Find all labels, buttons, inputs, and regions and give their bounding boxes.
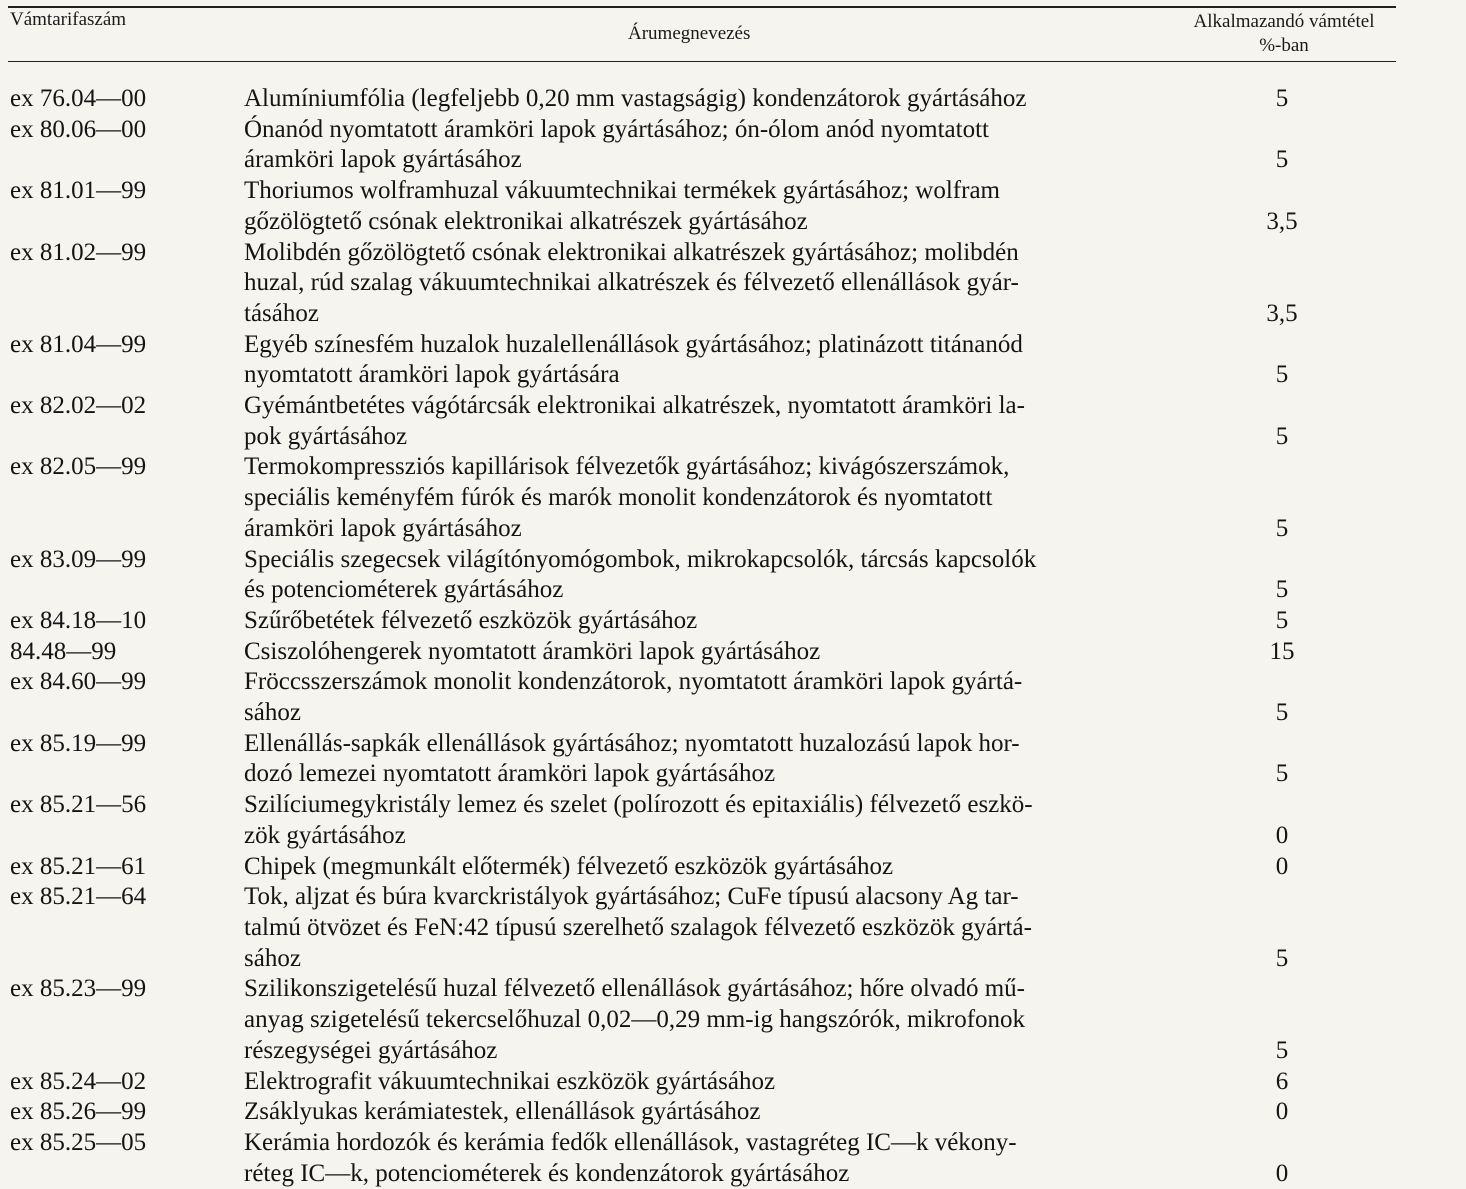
table-row <box>0 790 1466 851</box>
product-description <box>244 330 1162 391</box>
description-line: Elektrografit vákuumtechnikai eszközök gyártásához <box>244 1067 776 1095</box>
tariff-code: ex 81.02—99 <box>10 238 147 266</box>
header-duty-rate-line1: Alkalmazandó vámtétel <box>1193 11 1375 32</box>
product-description <box>244 790 1162 851</box>
description-line: Zsáklyukas kerámiatestek, ellenállások gyártásához <box>244 1098 761 1126</box>
tariff-code: ex 85.26—99 <box>10 1098 147 1126</box>
product-description <box>244 606 1162 637</box>
tariff-code: ex 80.06—00 <box>10 115 147 143</box>
table-row <box>0 1097 1466 1128</box>
tariff-code: ex 85.24—02 <box>10 1067 147 1095</box>
duty-rate-value: 5 <box>1275 85 1289 112</box>
product-description <box>244 238 1162 330</box>
duty-rate-value: 3,5 <box>1266 299 1298 327</box>
duty-rate-value: 5 <box>1275 146 1289 174</box>
product-description <box>244 667 1162 728</box>
duty-rate-value: 0 <box>1275 1159 1289 1187</box>
table-row <box>0 1067 1466 1098</box>
description-line: huzal, rúd szalag vákuumtechnikai alkatrészek és félvezető ellenállások gyár- <box>244 269 1019 297</box>
header-duty-rate <box>1170 10 1398 58</box>
table-top-rule <box>8 6 1396 8</box>
tariff-code: ex 85.23—99 <box>10 975 147 1003</box>
description-line: nyomtatott áramköri lapok gyártására <box>244 361 620 389</box>
description-line: Szilikonszigetelésű huzal félvezető ellenállások gyártásához; hőre olvadó mű- <box>244 975 1025 1003</box>
description-line: tásához <box>244 299 319 327</box>
table-row <box>0 330 1466 391</box>
description-line: Speciális szegecsek világítónyomógombok, mikrokapcsolók, tárcsás kapcsolók <box>244 545 1037 573</box>
description-line: talmú ötvözet és FeN:42 típusú szerelhető szalagok félvezető eszközök gyártá- <box>244 913 1032 941</box>
table-row <box>0 452 1466 544</box>
description-line: sához <box>244 944 301 972</box>
description-line: áramköri lapok gyártásához <box>244 146 522 174</box>
product-description <box>244 1097 1162 1128</box>
duty-rate-value: 5 <box>1275 944 1289 972</box>
product-description <box>244 391 1162 452</box>
table-row <box>0 974 1466 1066</box>
tariff-code: ex 83.09—99 <box>10 545 147 573</box>
description-line: Szűrőbetétek félvezető eszközök gyártásához <box>244 606 698 634</box>
table-row <box>0 391 1466 452</box>
product-description <box>244 452 1162 544</box>
product-description <box>244 729 1162 790</box>
duty-rate-value: 0 <box>1275 821 1289 849</box>
tariff-code: ex 85.25—05 <box>10 1128 147 1156</box>
tariff-code: 84.48—99 <box>10 637 117 665</box>
table-row <box>0 852 1466 883</box>
duty-rate-value: 15 <box>1269 637 1295 665</box>
description-line: sához <box>244 699 301 727</box>
description-line: Chipek (megmunkált előtermék) félvezető eszközök gyártásához <box>244 852 894 880</box>
table-row <box>0 84 1466 115</box>
description-line: Egyéb színesfém huzalok huzalellenállások gyártásához; platinázott titánanód <box>244 330 1023 358</box>
description-line: Thoriumos wolframhuzal vákuumtechnikai termékek gyártásához; wolfram <box>244 177 1000 205</box>
description-line: Ónanód nyomtatott áramköri lapok gyártásához; ón-ólom anód nyomtatott <box>244 115 989 143</box>
description-line: zök gyártásához <box>244 821 406 849</box>
duty-rate-value: 5 <box>1275 361 1289 389</box>
description-line: áramköri lapok gyártásához <box>244 514 522 542</box>
product-description <box>244 882 1162 974</box>
table-row <box>0 882 1466 974</box>
description-line: részegységei gyártásához <box>244 1036 498 1064</box>
duty-rate-value: 5 <box>1275 1036 1289 1064</box>
table-row <box>0 176 1466 237</box>
description-line: Fröccsszerszámok monolit kondenzátorok, nyomtatott áramköri lapok gyártá- <box>244 668 1023 696</box>
duty-rate-value: 0 <box>1275 852 1289 880</box>
duty-rate-value: 5 <box>1275 422 1289 450</box>
header-tariff-number: Vámtarifaszám <box>10 9 127 30</box>
duty-rate-value: 3,5 <box>1266 207 1298 235</box>
tariff-code: ex 81.04—99 <box>10 330 147 358</box>
description-line: anyag szigetelésű tekercselőhuzal 0,02—0,29 mm-ig hangszórók, mikrofonok <box>244 1006 1026 1034</box>
product-description <box>244 974 1162 1066</box>
description-line: pok gyártásához <box>244 422 408 450</box>
product-description <box>244 176 1162 237</box>
tariff-code: ex 81.01—99 <box>10 177 147 205</box>
table-body <box>0 84 1466 1189</box>
tariff-code: ex 84.18—10 <box>10 606 147 634</box>
product-description <box>244 115 1162 176</box>
duty-rate-value: 5 <box>1275 699 1289 727</box>
duty-rate-value: 5 <box>1275 760 1289 788</box>
description-line: Kerámia hordozók és kerámia fedők ellenállások, vastagréteg IC—k vékony- <box>244 1128 1017 1156</box>
tariff-code: ex 82.05—99 <box>10 453 147 481</box>
table-row <box>0 115 1466 176</box>
description-line: dozó lemezei nyomtatott áramköri lapok gyártásához <box>244 760 776 788</box>
duty-rate-value: 5 <box>1275 606 1289 634</box>
tariff-code: ex 85.21—64 <box>10 883 147 911</box>
duty-rate-value: 5 <box>1275 514 1289 542</box>
tariff-code: ex 84.60—99 <box>10 668 147 696</box>
product-description <box>244 1067 1162 1098</box>
description-line: Csiszolóhengerek nyomtatott áramköri lapok gyártásához <box>244 637 821 665</box>
header-product-description: Árumegnevezés <box>628 23 751 44</box>
product-description <box>244 852 1162 883</box>
table-row <box>0 637 1466 668</box>
tariff-code: ex 76.04—00 <box>10 85 147 112</box>
product-description <box>244 1128 1162 1189</box>
duty-rate-value: 5 <box>1275 576 1289 604</box>
duty-rate-value: 6 <box>1275 1067 1289 1095</box>
table-row <box>0 238 1466 330</box>
table-row <box>0 606 1466 637</box>
tariff-code: ex 85.19—99 <box>10 729 147 757</box>
table-row <box>0 1128 1466 1189</box>
description-line: speciális keményfém fúrók és marók monolit kondenzátorok és nyomtatott <box>244 484 993 512</box>
tariff-code: ex 85.21—61 <box>10 852 147 880</box>
description-line: Szilíciumegykristály lemez és szelet (polírozott és epitaxiális) félvezető eszkö- <box>244 791 1033 819</box>
description-line: Molibdén gőzölögtető csónak elektronikai alkatrészek gyártásához; molibdén <box>244 238 1019 266</box>
tariff-code: ex 85.21—56 <box>10 791 147 819</box>
table-row <box>0 545 1466 606</box>
description-line: Gyémántbetétes vágótárcsák elektronikai alkatrészek, nyomtatott áramköri la- <box>244 392 1025 420</box>
description-line: Ellenállás-sapkák ellenállások gyártásához; nyomtatott huzalozású lapok hor- <box>244 729 1020 757</box>
table-row <box>0 729 1466 790</box>
product-description <box>244 637 1162 668</box>
duty-rate-value: 0 <box>1275 1098 1289 1126</box>
tariff-code: ex 82.02—02 <box>10 392 147 420</box>
description-line: Termokompressziós kapillárisok félvezetők gyártásához; kivágószerszámok, <box>244 453 1010 481</box>
header-bottom-rule <box>8 61 1396 62</box>
table-row <box>0 667 1466 728</box>
description-line: és potenciométerek gyártásához <box>244 576 564 604</box>
description-line: Alumíniumfólia (legfeljebb 0,20 mm vastagságig) kondenzátorok gyártásához <box>244 85 1027 112</box>
header-duty-rate-line2: %-ban <box>1259 35 1309 56</box>
product-description <box>244 545 1162 606</box>
description-line: réteg IC—k, potenciométerek és kondenzátorok gyártásához <box>244 1159 850 1187</box>
product-description <box>244 84 1162 115</box>
description-line: gőzölögtető csónak elektronikai alkatrészek gyártásához <box>244 207 808 235</box>
description-line: Tok, aljzat és búra kvarckristályok gyártásához; CuFe típusú alacsony Ag tar- <box>244 883 1019 911</box>
